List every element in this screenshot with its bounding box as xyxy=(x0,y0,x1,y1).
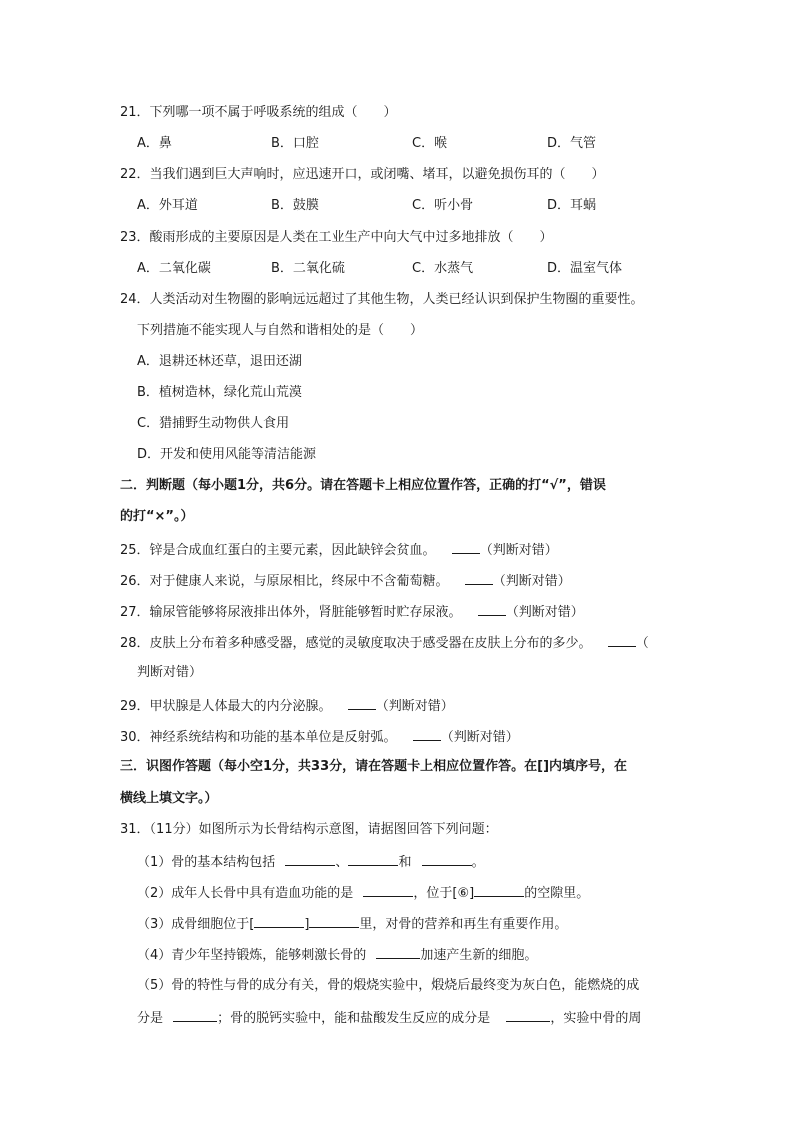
question-31-sub3 xyxy=(137,913,567,935)
sub1-text: （1）骨的基本结构包括 xyxy=(137,855,276,870)
sub3-text-end: 里，对骨的营养和再生有重要作用。 xyxy=(359,917,568,932)
answer-blank[interactable] xyxy=(474,882,524,897)
question-23-option-c: C．水蒸气 xyxy=(412,261,474,276)
sub2-text-mid: ，位于[⑥] xyxy=(413,886,475,901)
question-21-option-a: A．鼻 xyxy=(137,136,172,151)
question-26-text: 26．对于健康人来说，与原尿相比，终尿中不含葡萄糖。 xyxy=(120,574,449,589)
sub5-text: 分是 xyxy=(137,1011,164,1026)
sub3-text: （3）成骨细胞位于[ xyxy=(137,917,255,932)
question-28 xyxy=(120,632,649,654)
question-23-stem: 23．酸雨形成的主要原因是人类在工业生产中向大气中过多地排放（ ） xyxy=(120,230,553,245)
judge-suffix: （判断对错） xyxy=(492,574,571,589)
answer-blank[interactable] xyxy=(285,851,335,866)
sub5-text-mid: ；骨的脱钙实验中，能和盐酸发生反应的成分是 xyxy=(217,1011,491,1026)
sub2-text: （2）成年人长骨中具有造血功能的是 xyxy=(137,886,354,901)
answer-blank[interactable] xyxy=(376,944,420,959)
question-23-option-b: B．二氧化硫 xyxy=(271,261,345,276)
judge-open-paren: （ xyxy=(635,636,649,651)
question-29-text: 29．甲状腺是人体最大的内分泌腺。 xyxy=(120,699,332,714)
separator: 和 xyxy=(398,855,412,870)
question-22-option-b: B．鼓膜 xyxy=(271,198,319,213)
question-31-sub5-line1: （5）骨的特性与骨的成分有关，骨的煅烧实验中，煅烧后最终变为灰白色，能燃烧的成 xyxy=(137,978,640,993)
question-29 xyxy=(120,695,454,717)
question-30 xyxy=(120,726,519,748)
section-3-heading-line1: 三．识图作答题（每小空1分，共33分，请在答题卡上相应位置作答。在[]内填序号，在 xyxy=(120,759,628,774)
judge-suffix: （判断对错） xyxy=(505,605,584,620)
answer-blank[interactable] xyxy=(506,1007,550,1022)
sub1-end: 。 xyxy=(471,855,485,870)
answer-blank[interactable] xyxy=(363,882,413,897)
answer-blank[interactable] xyxy=(413,726,441,741)
sub4-text: （4）青少年坚持锻炼，能够刺激长骨的 xyxy=(137,948,367,963)
answer-blank[interactable] xyxy=(608,632,636,647)
question-21-stem: 21．下列哪一项不属于呼吸系统的组成（ ） xyxy=(120,105,397,120)
bracket-close: ] xyxy=(304,917,310,932)
sub2-text-end: 的空隙里。 xyxy=(524,886,590,901)
question-31-sub5-line2 xyxy=(137,1007,641,1029)
sub4-text-end: 加速产生新的细胞。 xyxy=(420,948,538,963)
question-24-option-b: B．植树造林，绿化荒山荒漠 xyxy=(137,385,302,400)
answer-blank[interactable] xyxy=(422,851,472,866)
judge-suffix: （判断对错） xyxy=(479,543,558,558)
question-24-option-d: D．开发和使用风能等清洁能源 xyxy=(137,447,317,462)
question-23-option-a: A．二氧化碳 xyxy=(137,261,211,276)
question-27 xyxy=(120,601,584,623)
question-31-sub1 xyxy=(137,851,485,873)
question-22-option-d: D．耳蜗 xyxy=(547,198,597,213)
question-25-text: 25．锌是合成血红蛋白的主要元素，因此缺锌会贫血。 xyxy=(120,543,436,558)
question-24-option-a: A．退耕还林还草，退田还湖 xyxy=(137,354,302,369)
answer-blank[interactable] xyxy=(452,539,480,554)
answer-blank[interactable] xyxy=(348,851,398,866)
question-28-continuation: 判断对错） xyxy=(137,665,203,680)
answer-blank[interactable] xyxy=(309,913,359,928)
question-22-option-c: C．听小骨 xyxy=(412,198,474,213)
question-30-text: 30．神经系统结构和功能的基本单位是反射弧。 xyxy=(120,730,397,745)
question-24-option-c: C．猎捕野生动物供人食用 xyxy=(137,416,290,431)
separator: 、 xyxy=(335,855,349,870)
question-24-stem-line2: 下列措施不能实现人与自然和谐相处的是（ ） xyxy=(137,323,424,338)
answer-blank[interactable] xyxy=(465,570,493,585)
judge-suffix: （判断对错） xyxy=(440,730,519,745)
question-28-text: 28．皮肤上分布着多种感受器，感觉的灵敏度取决于感受器在皮肤上分布的多少。 xyxy=(120,636,592,651)
question-22-stem: 22．当我们遇到巨大声响时，应迅速开口，或闭嘴、堵耳，以避免损伤耳的（ ） xyxy=(120,167,605,182)
question-23-option-d: D．温室气体 xyxy=(547,261,623,276)
answer-blank[interactable] xyxy=(254,913,304,928)
sub5-text-end: ，实验中骨的周 xyxy=(550,1011,642,1026)
section-2-heading-line2: 的打“×”。） xyxy=(120,509,194,524)
question-21-option-d: D．气管 xyxy=(547,136,597,151)
section-2-heading-line1: 二．判断题（每小题1分，共6分。请在答题卡上相应位置作答，正确的打“√”，错误 xyxy=(120,478,606,493)
judge-suffix: （判断对错） xyxy=(375,699,454,714)
question-31-stem: 31．（11分）如图所示为长骨结构示意图，请据图回答下列问题： xyxy=(120,822,498,837)
question-26 xyxy=(120,570,571,592)
answer-blank[interactable] xyxy=(173,1007,217,1022)
question-25 xyxy=(120,539,558,561)
question-27-text: 27．输尿管能够将尿液排出体外，肾脏能够暂时贮存尿液。 xyxy=(120,605,462,620)
question-24-stem-line1: 24．人类活动对生物圈的影响远远超过了其他生物，人类已经认识到保护生物圈的重要性。 xyxy=(120,292,644,307)
question-31-sub4 xyxy=(137,944,537,966)
answer-blank[interactable] xyxy=(348,695,376,710)
section-3-heading-line2: 横线上填文字。） xyxy=(120,791,218,806)
question-21-option-c: C．喉 xyxy=(412,136,448,151)
question-31-sub2 xyxy=(137,882,589,904)
question-21-option-b: B．口腔 xyxy=(271,136,319,151)
question-22-option-a: A．外耳道 xyxy=(137,198,198,213)
answer-blank[interactable] xyxy=(478,601,506,616)
